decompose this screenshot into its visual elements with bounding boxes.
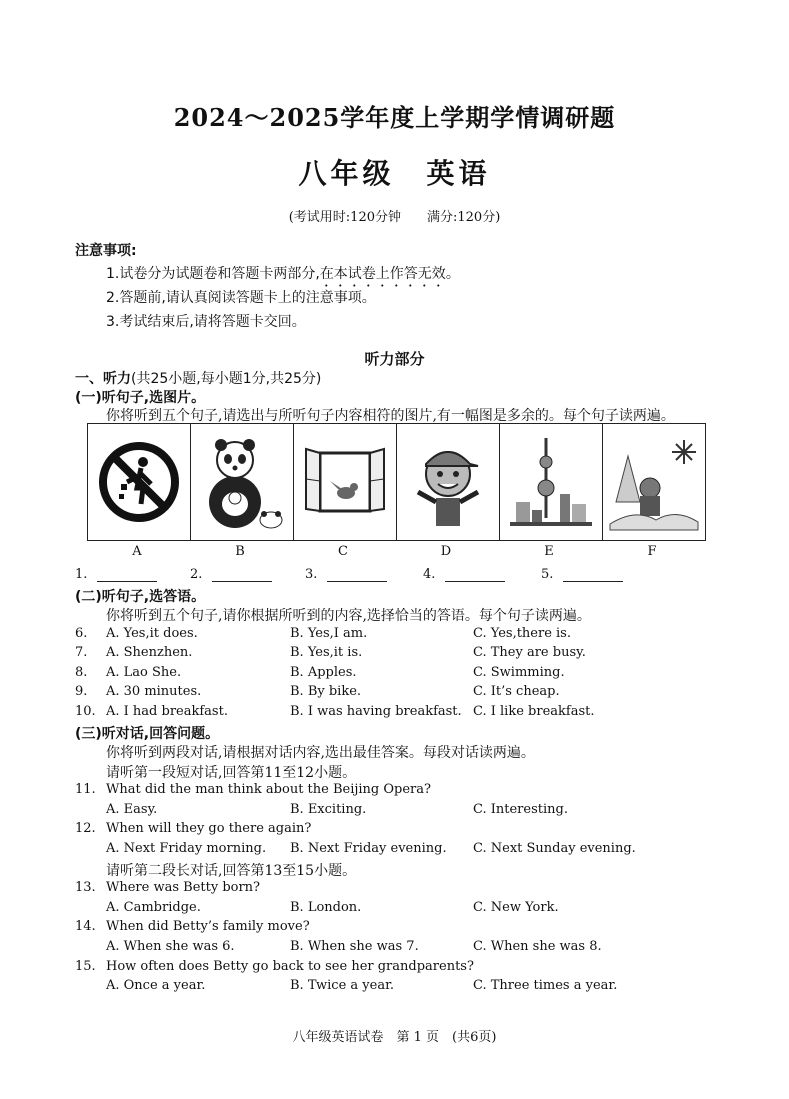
question-text: When will they go there again?	[106, 821, 312, 836]
option-a: A. Easy.	[106, 802, 158, 817]
question-text: What did the man think about the Beijing Opera?	[106, 782, 431, 797]
question-text: When did Betty’s family move?	[106, 919, 310, 934]
answer-blank-2[interactable]: 2.	[190, 567, 272, 582]
exam-time-info: (考试用时:120分钟 满分:120分)	[288, 210, 501, 225]
notice-heading: 注意事项:	[75, 243, 137, 259]
option-a: A. Cambridge.	[106, 900, 201, 915]
notice-item-1: 1.试卷分为试题卷和答题卡两部分,在本试卷上作答无效。	[106, 266, 460, 282]
option-b: B. Yes,I am.	[290, 626, 368, 641]
option-c: C. They are busy.	[473, 645, 586, 660]
sub-2-title: (二)听句子,选答语。	[75, 589, 206, 605]
picture-label-d: D	[440, 544, 452, 559]
option-a: A. Next Friday morning.	[106, 841, 267, 856]
question-number: 8.	[75, 665, 88, 680]
answer-blank-1[interactable]: 1.	[75, 567, 157, 582]
option-c: C. Three times a year.	[473, 978, 618, 993]
boy-with-cap-icon	[397, 424, 500, 540]
question-number: 15.	[75, 959, 96, 974]
option-b: B. Exciting.	[290, 802, 367, 817]
option-b: B. Next Friday evening.	[290, 841, 447, 856]
open-window-bird-icon	[294, 424, 397, 540]
dialog-2-intro: 请听第二段长对话,回答第13至15小题。	[106, 863, 357, 879]
dialog-1-intro: 请听第一段短对话,回答第11至12小题。	[106, 765, 357, 781]
option-c: C. Swimming.	[473, 665, 565, 680]
answer-blank-5[interactable]: 5.	[541, 567, 623, 582]
picture-strip	[87, 423, 706, 541]
option-a: A. Yes,it does.	[106, 626, 198, 641]
section-1-title: 一、听力(共25小题,每小题1分,共25分)	[75, 371, 322, 387]
option-b: B. Apples.	[290, 665, 357, 680]
question-number: 6.	[75, 626, 88, 641]
option-a: A. Once a year.	[106, 978, 206, 993]
question-number: 11.	[75, 782, 96, 797]
part-title: 听力部分	[364, 350, 425, 368]
option-c: C. When she was 8.	[473, 939, 602, 954]
picture-label-f: F	[647, 544, 657, 559]
question-number: 13.	[75, 880, 96, 895]
question-text: Where was Betty born?	[106, 880, 261, 895]
notice-item-3: 3.考试结束后,请将答题卡交回。	[106, 314, 306, 330]
page-footer: 八年级英语试卷 第 1 页 (共6页)	[292, 1030, 497, 1045]
option-c: C. I like breakfast.	[473, 704, 595, 719]
option-c: C. New York.	[473, 900, 559, 915]
question-text: How often does Betty go back to see her grandparents?	[106, 959, 474, 974]
picture-label-b: B	[235, 544, 245, 559]
notice-emphasis: 在本试卷上作答无效	[319, 266, 446, 282]
notice-item-2: 2.答题前,请认真阅读答题卡上的注意事项。	[106, 290, 376, 306]
picture-label-e: E	[544, 544, 554, 559]
question-number: 9.	[75, 684, 88, 699]
panda-family-icon	[191, 424, 294, 540]
answer-blank-3[interactable]: 3.	[305, 567, 387, 582]
option-a: A. I had breakfast.	[106, 704, 228, 719]
exam-subtitle: 八年级 英语	[298, 157, 491, 190]
picture-label-c: C	[338, 544, 348, 559]
no-littering-sign-icon	[88, 424, 191, 540]
option-b: B. Twice a year.	[290, 978, 395, 993]
city-skyline-tower-icon	[500, 424, 603, 540]
sub-1-instruction: 你将听到五个句子,请选出与所听句子内容相符的图片,有一幅图是多余的。每个句子读两遍。	[106, 408, 675, 424]
option-a: A. When she was 6.	[106, 939, 235, 954]
question-number: 14.	[75, 919, 96, 934]
question-number: 10.	[75, 704, 96, 719]
sub-3-instruction: 你将听到两段对话,请根据对话内容,选出最佳答案。每段对话读两遍。	[106, 745, 535, 761]
option-a: A. Shenzhen.	[106, 645, 193, 660]
sub-2-instruction: 你将听到五个句子,请你根据所听到的内容,选择恰当的答语。每个句子读两遍。	[106, 608, 591, 624]
option-b: B. London.	[290, 900, 362, 915]
answer-blank-4[interactable]: 4.	[423, 567, 505, 582]
sub-1-title: (一)听句子,选图片。	[75, 390, 206, 406]
question-number: 7.	[75, 645, 88, 660]
question-number: 12.	[75, 821, 96, 836]
option-c: C. Yes,there is.	[473, 626, 571, 641]
sub-3-title: (三)听对话,回答问题。	[75, 726, 220, 742]
option-b: B. By bike.	[290, 684, 362, 699]
option-b: B. Yes,it is.	[290, 645, 363, 660]
snowman-winter-icon	[603, 424, 705, 540]
option-b: B. I was having breakfast.	[290, 704, 462, 719]
option-b: B. When she was 7.	[290, 939, 419, 954]
option-c: C. Interesting.	[473, 802, 568, 817]
option-c: C. It’s cheap.	[473, 684, 560, 699]
option-a: A. 30 minutes.	[106, 684, 202, 699]
option-a: A. Lao She.	[106, 665, 182, 680]
option-c: C. Next Sunday evening.	[473, 841, 636, 856]
exam-title: 2024～2025学年度上学期学情调研题	[173, 103, 616, 132]
picture-label-a: A	[132, 544, 142, 559]
